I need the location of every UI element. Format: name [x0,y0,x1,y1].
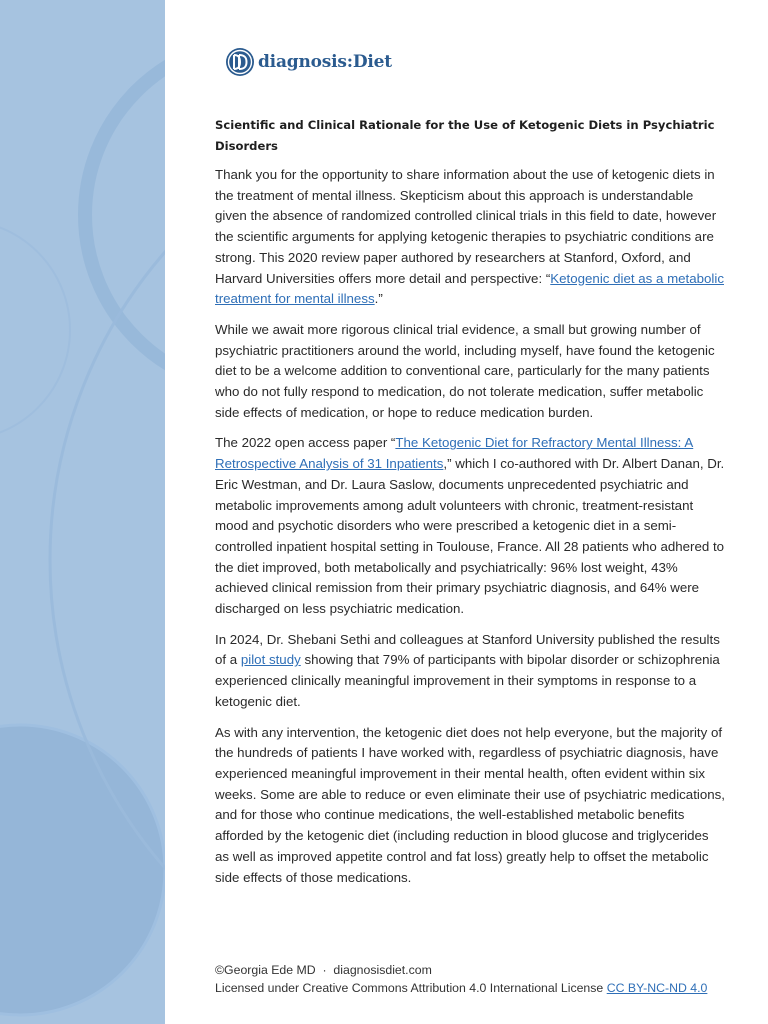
decorative-sidebar [0,0,165,1024]
paragraph-1 [215,165,725,310]
paragraph-3 [215,433,725,619]
footer-credit: ©Georgia Ede MD · diagnosisdiet.com [215,963,432,977]
logo-text: diagnosis:Diet [258,52,392,72]
brand-logo[interactable] [225,45,392,79]
license-text: Licensed under Creative Commons Attribution 4.0 International License [215,981,607,995]
footer [215,961,735,997]
paragraph-4 [215,630,725,713]
sidebar-circles-graphic [0,0,165,1024]
pilot-study-link[interactable]: pilot study [240,652,301,668]
diagnosis-diet-logo-icon [225,47,255,77]
paragraph-5: As with any intervention, the ketogenic diet does not help everyone, but the majority of the hundreds of patients I have worked with, regardless of psychiatric diagnosis, have experienced meaningful improvement in their mental health, often evident within six weeks. Some are able to reduce or even eliminate their use of psychiatric medications, and for those who continue medications, the well-established metabolic benefits afforded by the ketogenic diet (including reduction in blood glucose and triglycerides as well as improved appetite control and fat loss) greatly help to offset the metabolic side effects of those medications. [215,724,725,885]
inpatient-study-link[interactable]: The Ketogenic Diet for Refractory Mental Illness: A Retrospective Analysis of 31 Inpatients [215,435,694,472]
paragraph-4-start: In 2024, Dr. Shebani Sethi and colleagues at Stanford University published the results of a [215,631,720,668]
article-body [215,115,725,898]
article-title: Scientific and Clinical Rationale for the Use of Ketogenic Diets in Psychiatric Disorders [215,118,715,153]
paragraph-3-start: The 2022 open access paper “ [215,435,396,451]
paragraph-1-text: Thank you for the opportunity to share information about the use of ketogenic diets in the treatment of mental illness. Skepticism about this approach is understandable given the absence of randomized controlled clinical trials in this field to date, however the scientific arguments for applying ketogenic therapies to psychiatric conditions are strong. This 2020 review paper authored by researchers at Stanford, Oxford, and Harvard Universities offers more detail and perspective: “ [215,167,717,286]
review-paper-link[interactable]: Ketogenic diet as a metabolic treatment for mental illness [215,270,724,307]
paragraph-4-text: showing that 79% of participants with bipolar disorder or schizophrenia experienced clinically meaningful improvement in their symptoms in response to a ketogenic diet. [215,652,720,709]
license-link[interactable]: CC BY-NC-ND 4.0 [606,981,708,995]
footer-license [215,979,735,997]
paragraph-1-end: .” [374,291,383,307]
paragraph-2: While we await more rigorous clinical trial evidence, a small but growing number of psychiatric practitioners around the world, including myself, have found the ketogenic diet to be a welcome addition to conventional care, particularly for the many patients who do not fully respond to medication, do not tolerate medication, suffer metabolic side effects of medication, or hope to reduce medication burden. [215,321,715,420]
paragraph-3-text: ,” which I co-authored with Dr. Albert Danan, Dr. Eric Westman, and Dr. Laura Saslow, documents unprecedented psychiatric and metabolic improvements among adult volunteers with chronic, treatment-resistant mood and psychotic disorders who were prescribed a ketogenic diet in a semi-controlled inpatient hospital setting in Toulouse, France. All 28 patients who adhered to the diet improved, both metabolically and psychiatrically: 96% lost weight, 43% achieved clinical remission from their primary psychiatric diagnosis, and 64% were discharged on less psychiatric medication. [215,456,725,617]
